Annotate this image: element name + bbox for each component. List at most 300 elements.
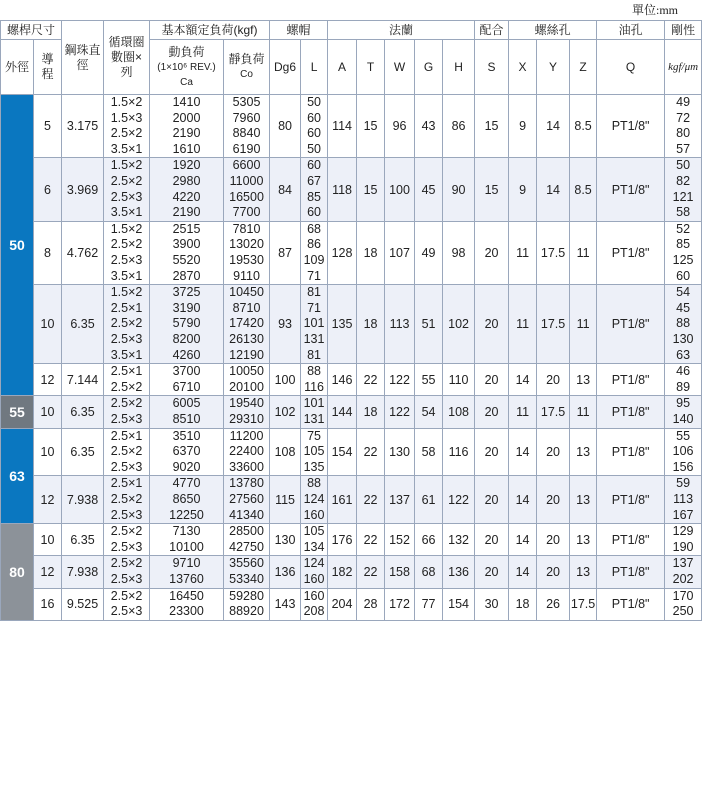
table-row: [1, 524, 702, 556]
circuits-cell-item: 2.5×2: [110, 491, 143, 506]
G-cell: 77: [415, 588, 443, 620]
lead-cell: 5: [34, 95, 62, 158]
Q-cell: PT1/8": [597, 556, 665, 588]
H-cell: 154: [443, 588, 475, 620]
table-body: [1, 95, 702, 621]
table-row: [1, 396, 702, 428]
X-cell: 11: [509, 221, 537, 284]
stiffness-cell: [665, 221, 702, 284]
dynamic-load-cell-item: 9020: [172, 459, 201, 474]
table-row: [1, 221, 702, 284]
static-load-cell-item: 10050: [229, 364, 264, 379]
H-cell: 102: [443, 285, 475, 364]
length-cell-item: 135: [303, 459, 325, 474]
Z-cell: 17.5: [570, 588, 597, 620]
stiffness-cell: [665, 588, 702, 620]
dg6-cell: 115: [270, 476, 301, 524]
stiffness-cell: [665, 524, 702, 556]
dynamic-load-cell-item: 12250: [169, 507, 204, 522]
Z-cell: 11: [570, 285, 597, 364]
ball-dia-cell: 6.35: [62, 285, 104, 364]
static-load-cell-item: 8840: [232, 126, 261, 141]
G-cell: 55: [415, 364, 443, 396]
dynamic-load-cell-item: 13760: [169, 571, 204, 586]
length-cell-item: 208: [303, 604, 325, 619]
W-cell: 96: [385, 95, 415, 158]
stiffness-cell: [665, 476, 702, 524]
stat-label: 靜負荷: [228, 52, 265, 66]
S-cell: 20: [475, 556, 509, 588]
S-cell: 20: [475, 285, 509, 364]
G-cell: 43: [415, 95, 443, 158]
length-cell: [301, 476, 328, 524]
static-load-cell-item: 22400: [229, 444, 264, 459]
circuits-cell-item: 3.5×1: [110, 347, 143, 362]
static-load-cell: [224, 476, 270, 524]
length-cell-item: 75: [307, 428, 321, 443]
Q-cell: PT1/8": [597, 428, 665, 476]
S-cell: 30: [475, 588, 509, 620]
dynamic-load-cell: [150, 476, 224, 524]
stiffness-cell-item: 82: [676, 173, 691, 188]
dynamic-load-cell-item: 1920: [172, 158, 201, 173]
circuits-cell: [104, 556, 150, 588]
dynamic-load-cell: [150, 285, 224, 364]
static-load-cell-item: 11200: [229, 428, 264, 443]
A-cell: 204: [328, 588, 357, 620]
circuits-cell: [104, 396, 150, 428]
length-cell: [301, 428, 328, 476]
static-load-cell-item: 17420: [229, 316, 264, 331]
T-cell: 15: [357, 95, 385, 158]
Q-cell: PT1/8": [597, 285, 665, 364]
dynamic-load-cell: [150, 364, 224, 396]
circuits-cell-item: 3.5×1: [110, 141, 143, 156]
X-cell: 18: [509, 588, 537, 620]
circuits-cell-item: 2.5×1: [110, 300, 143, 315]
X-cell: 11: [509, 396, 537, 428]
ball-dia-cell: 6.35: [62, 524, 104, 556]
header-ball-dia: 鋼珠直徑: [62, 21, 104, 95]
stiffness-cell-item: 59: [676, 476, 691, 491]
stiffness-cell-item: 60: [676, 268, 691, 283]
header-Z: Z: [570, 40, 597, 95]
length-cell-item: 60: [307, 126, 321, 141]
static-load-cell: [224, 364, 270, 396]
Q-cell: PT1/8": [597, 476, 665, 524]
stiffness-cell-item: 170: [672, 588, 694, 603]
T-cell: 22: [357, 524, 385, 556]
length-cell-item: 81: [307, 285, 321, 300]
header-lead: 導程: [34, 40, 62, 95]
H-cell: 98: [443, 221, 475, 284]
length-cell-item: 81: [307, 347, 321, 362]
ball-dia-cell: 6.35: [62, 396, 104, 428]
circuits-cell-item: 2.5×3: [110, 252, 143, 267]
header-flange: 法蘭: [328, 21, 475, 40]
lead-cell: 12: [34, 364, 62, 396]
static-load-cell-item: 16500: [229, 189, 264, 204]
stiffness-cell-item: 45: [676, 300, 691, 315]
header-S: S: [475, 40, 509, 95]
static-load-cell-item: 10450: [229, 285, 264, 300]
dyn-unit: (1×10⁶ REV.): [157, 61, 216, 73]
stiffness-cell: [665, 285, 702, 364]
length-cell-item: 160: [303, 507, 325, 522]
circuits-cell-item: 2.5×2: [110, 379, 143, 394]
outer-diameter-cell: 50: [1, 95, 34, 396]
stiffness-cell: [665, 556, 702, 588]
length-cell-item: 60: [307, 110, 321, 125]
static-load-cell: [224, 221, 270, 284]
stiffness-cell-item: 140: [672, 411, 694, 426]
dynamic-load-cell-item: 4220: [172, 189, 201, 204]
circuits-cell: [104, 158, 150, 221]
A-cell: 118: [328, 158, 357, 221]
stiffness-cell-item: 49: [676, 95, 691, 109]
stiffness-cell-item: 129: [672, 524, 694, 539]
Z-cell: 13: [570, 364, 597, 396]
length-cell-item: 124: [303, 556, 325, 571]
W-cell: 100: [385, 158, 415, 221]
A-cell: 176: [328, 524, 357, 556]
stiffness-cell-item: 58: [676, 205, 691, 220]
header-L: L: [301, 40, 328, 95]
dynamic-load-cell-item: 2980: [172, 173, 201, 188]
S-cell: 20: [475, 221, 509, 284]
static-load-cell-item: 27560: [229, 491, 264, 506]
static-load-cell-item: 8710: [232, 300, 261, 315]
stiffness-cell-item: 88: [676, 316, 691, 331]
lead-cell: 12: [34, 476, 62, 524]
Y-cell: 20: [537, 364, 570, 396]
length-cell-item: 160: [303, 571, 325, 586]
W-cell: 158: [385, 556, 415, 588]
static-load-cell: [224, 285, 270, 364]
stiffness-cell-item: 57: [676, 141, 691, 156]
X-cell: 9: [509, 95, 537, 158]
Q-cell: PT1/8": [597, 524, 665, 556]
length-cell: [301, 556, 328, 588]
length-cell-item: 131: [303, 411, 325, 426]
static-load-cell-item: 19540: [229, 396, 264, 411]
static-load-cell-item: 7700: [232, 205, 261, 220]
static-load-cell: [224, 396, 270, 428]
ball-dia-cell: 7.938: [62, 556, 104, 588]
static-load-cell-item: 13020: [229, 237, 264, 252]
static-load-cell: [224, 158, 270, 221]
H-cell: 116: [443, 428, 475, 476]
dynamic-load-cell-item: 8650: [172, 491, 201, 506]
A-cell: 128: [328, 221, 357, 284]
dynamic-load-cell-item: 6005: [172, 396, 201, 411]
static-load-cell-item: 88920: [229, 604, 264, 619]
length-cell: [301, 285, 328, 364]
S-cell: 15: [475, 158, 509, 221]
dynamic-load-cell-item: 2870: [172, 268, 201, 283]
W-cell: 113: [385, 285, 415, 364]
dg6-cell: 130: [270, 524, 301, 556]
circuits-cell-item: 2.5×3: [110, 189, 143, 204]
dynamic-load-cell-item: 3900: [172, 237, 201, 252]
G-cell: 68: [415, 556, 443, 588]
stiffness-cell-item: 72: [676, 110, 691, 125]
header-W: W: [385, 40, 415, 95]
lead-cell: 10: [34, 524, 62, 556]
dg6-cell: 93: [270, 285, 301, 364]
dynamic-load-cell-item: 3190: [172, 300, 201, 315]
X-cell: 14: [509, 524, 537, 556]
A-cell: 161: [328, 476, 357, 524]
static-load-cell-item: 29310: [229, 411, 264, 426]
circuits-cell-item: 2.5×1: [110, 428, 143, 443]
circuits-cell-item: 1.5×3: [110, 110, 143, 125]
circuits-cell: [104, 588, 150, 620]
static-load-cell-item: 19530: [229, 252, 264, 267]
A-cell: 135: [328, 285, 357, 364]
dg6-cell: 84: [270, 158, 301, 221]
Y-cell: 14: [537, 95, 570, 158]
Y-cell: 20: [537, 428, 570, 476]
length-cell-item: 105: [303, 524, 325, 539]
W-cell: 130: [385, 428, 415, 476]
T-cell: 22: [357, 428, 385, 476]
header-T: T: [357, 40, 385, 95]
W-cell: 122: [385, 396, 415, 428]
length-cell-item: 68: [307, 221, 321, 236]
lead-cell: 6: [34, 158, 62, 221]
stiffness-cell-item: 63: [676, 347, 691, 362]
ball-screw-spec-table: [0, 20, 702, 621]
Q-cell: PT1/8": [597, 95, 665, 158]
stiffness-cell-item: 55: [676, 428, 691, 443]
circuits-cell-item: 2.5×2: [110, 237, 143, 252]
S-cell: 20: [475, 524, 509, 556]
stiffness-cell-item: 89: [676, 379, 691, 394]
static-load-cell-item: 6190: [232, 141, 261, 156]
static-load-cell-item: 11000: [229, 173, 264, 188]
unit-label: 單位:mm: [631, 3, 678, 17]
header-rated-load: 基本額定負荷(kgf): [150, 21, 270, 40]
header-od: 外徑: [1, 40, 34, 95]
lead-cell: 16: [34, 588, 62, 620]
dynamic-load-cell-item: 23300: [169, 604, 204, 619]
stiffness-cell-item: 46: [676, 364, 691, 379]
static-load-cell-item: 13780: [229, 476, 264, 491]
circuits-cell-item: 3.5×1: [110, 268, 143, 283]
circuits-cell-item: 2.5×3: [110, 604, 143, 619]
dynamic-load-cell-item: 2190: [172, 126, 201, 141]
G-cell: 49: [415, 221, 443, 284]
circuits-cell-item: 2.5×3: [110, 571, 143, 586]
dg6-cell: 87: [270, 221, 301, 284]
length-cell-item: 124: [303, 491, 325, 506]
Q-cell: PT1/8": [597, 396, 665, 428]
length-cell: [301, 524, 328, 556]
table-row: [1, 158, 702, 221]
header-stiff: 剛性: [665, 21, 702, 40]
static-load-cell-item: 42750: [229, 539, 264, 554]
length-cell-item: 67: [307, 173, 321, 188]
dynamic-load-cell: [150, 221, 224, 284]
circuits-cell: [104, 364, 150, 396]
Y-cell: 17.5: [537, 285, 570, 364]
length-cell-item: 71: [307, 300, 321, 315]
dynamic-load-cell-item: 3700: [172, 364, 201, 379]
A-cell: 182: [328, 556, 357, 588]
Y-cell: 26: [537, 588, 570, 620]
Z-cell: 13: [570, 524, 597, 556]
stiffness-cell-item: 130: [672, 331, 694, 346]
T-cell: 15: [357, 158, 385, 221]
dynamic-load-cell-item: 9710: [172, 556, 201, 571]
length-cell: [301, 588, 328, 620]
circuits-cell-item: 2.5×1: [110, 476, 143, 491]
circuits-cell-item: 1.5×2: [110, 285, 143, 300]
length-cell-item: 160: [303, 588, 325, 603]
static-load-cell-item: 28500: [229, 524, 264, 539]
length-cell-item: 88: [307, 364, 321, 379]
dynamic-load-cell-item: 5520: [172, 252, 201, 267]
table-row: [1, 588, 702, 620]
stat-symbol: Co: [240, 69, 253, 80]
dg6-cell: 108: [270, 428, 301, 476]
dynamic-load-cell: [150, 428, 224, 476]
length-cell: [301, 221, 328, 284]
W-cell: 172: [385, 588, 415, 620]
dynamic-load-cell-item: 8510: [172, 411, 201, 426]
static-load-cell: [224, 428, 270, 476]
static-load-cell-item: 35560: [229, 556, 264, 571]
circuits-cell-item: 2.5×2: [110, 396, 143, 411]
header-A: A: [328, 40, 357, 95]
static-load-cell-item: 26130: [229, 331, 264, 346]
length-cell-item: 101: [303, 316, 325, 331]
dynamic-load-cell: [150, 158, 224, 221]
length-cell-item: 50: [307, 141, 321, 156]
length-cell: [301, 396, 328, 428]
H-cell: 86: [443, 95, 475, 158]
dynamic-load-cell-item: 3725: [172, 285, 201, 300]
X-cell: 14: [509, 556, 537, 588]
dynamic-load-cell: [150, 524, 224, 556]
ball-dia-cell: 4.762: [62, 221, 104, 284]
ball-dia-cell: 3.969: [62, 158, 104, 221]
T-cell: 22: [357, 364, 385, 396]
dynamic-load-cell: [150, 396, 224, 428]
Q-cell: PT1/8": [597, 588, 665, 620]
table-row: [1, 285, 702, 364]
length-cell-item: 71: [307, 268, 321, 283]
H-cell: 122: [443, 476, 475, 524]
H-cell: 90: [443, 158, 475, 221]
length-cell: [301, 95, 328, 158]
stiffness-cell-item: 80: [676, 126, 691, 141]
W-cell: 152: [385, 524, 415, 556]
G-cell: 66: [415, 524, 443, 556]
length-cell-item: 88: [307, 476, 321, 491]
header-bolt: 螺絲孔: [509, 21, 597, 40]
stiffness-cell-item: 156: [672, 459, 694, 474]
outer-diameter-cell: 63: [1, 428, 34, 524]
stiffness-cell-item: 202: [672, 571, 694, 586]
dynamic-load-cell: [150, 556, 224, 588]
table-row: [1, 364, 702, 396]
circuits-cell: [104, 95, 150, 158]
circuits-cell-item: 2.5×3: [110, 331, 143, 346]
static-load-cell-item: 20100: [229, 379, 264, 394]
header-dg6: Dg6: [270, 40, 301, 95]
Z-cell: 8.5: [570, 158, 597, 221]
circuits-cell-item: 1.5×2: [110, 221, 143, 236]
T-cell: 18: [357, 396, 385, 428]
length-cell-item: 50: [307, 95, 321, 109]
Y-cell: 20: [537, 556, 570, 588]
X-cell: 11: [509, 285, 537, 364]
circuits-cell-item: 2.5×3: [110, 507, 143, 522]
S-cell: 20: [475, 396, 509, 428]
length-cell: [301, 158, 328, 221]
dynamic-load-cell: [150, 95, 224, 158]
dg6-cell: 136: [270, 556, 301, 588]
length-cell-item: 116: [304, 379, 324, 394]
Y-cell: 17.5: [537, 221, 570, 284]
header-dynamic-load: [150, 40, 224, 95]
T-cell: 22: [357, 476, 385, 524]
length-cell-item: 101: [303, 396, 325, 411]
circuits-cell-item: 1.5×2: [110, 95, 143, 109]
stiffness-cell-item: 95: [676, 396, 691, 411]
stiffness-cell-item: 85: [676, 237, 691, 252]
Q-cell: PT1/8": [597, 158, 665, 221]
dynamic-load-cell-item: 1610: [172, 141, 201, 156]
header-X: X: [509, 40, 537, 95]
header-screw-size: 螺桿尺寸: [1, 21, 62, 40]
static-load-cell-item: 33600: [229, 459, 264, 474]
Y-cell: 20: [537, 476, 570, 524]
circuits-cell: [104, 476, 150, 524]
Z-cell: 8.5: [570, 95, 597, 158]
static-load-cell: [224, 588, 270, 620]
dg6-cell: 80: [270, 95, 301, 158]
dynamic-load-cell-item: 10100: [169, 539, 204, 554]
T-cell: 28: [357, 588, 385, 620]
stiffness-cell: [665, 95, 702, 158]
lead-cell: 10: [34, 396, 62, 428]
stiffness-cell-item: 167: [672, 507, 694, 522]
ball-dia-cell: 7.938: [62, 476, 104, 524]
stiffness-cell: [665, 428, 702, 476]
dynamic-load-cell-item: 7130: [172, 524, 201, 539]
static-load-cell-item: 53340: [229, 571, 264, 586]
header-nut: 螺帽: [270, 21, 328, 40]
T-cell: 18: [357, 221, 385, 284]
H-cell: 108: [443, 396, 475, 428]
circuits-cell: [104, 221, 150, 284]
header-H: H: [443, 40, 475, 95]
circuits-cell-item: 2.5×3: [110, 411, 143, 426]
lead-cell: 10: [34, 428, 62, 476]
A-cell: 144: [328, 396, 357, 428]
W-cell: 107: [385, 221, 415, 284]
G-cell: 61: [415, 476, 443, 524]
header-static-load: [224, 40, 270, 95]
dyn-label: 動負荷: [168, 44, 205, 59]
dynamic-load-cell-item: 3510: [172, 428, 201, 443]
table-row: [1, 476, 702, 524]
stiffness-cell-item: 106: [672, 444, 694, 459]
stiffness-cell: [665, 364, 702, 396]
